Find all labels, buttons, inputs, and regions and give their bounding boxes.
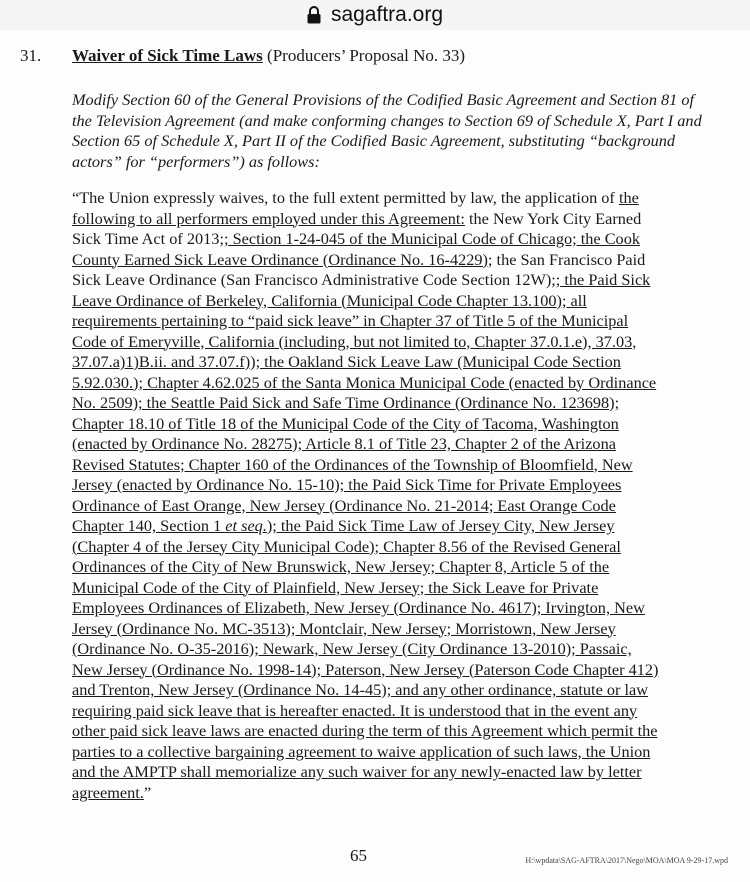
text-line: Ordinance of East Orange, New Jersey (Ordinance No. 21-2014; East Orange Code	[72, 495, 616, 515]
text-line: and Trenton, New Jersey (Ordinance No. 14-45); and any other ordinance, statute or law	[72, 680, 649, 699]
section-title: Waiver of Sick Time Laws	[72, 46, 263, 65]
text-line: Chapter 18.10 of Title 18 of the Municipal Code of the City of Tacoma, Washington	[72, 413, 619, 433]
proposed-text	[72, 188, 712, 803]
text-line: Jersey (Ordinance No. MC-3513); Montclair, New Jersey; Morristown, New Jersey	[72, 618, 616, 638]
section-subtitle: (Producers’ Proposal No. 33)	[262, 46, 466, 65]
page-number: 65	[350, 846, 367, 865]
document-page	[0, 30, 750, 882]
text-line: agreement.”	[72, 782, 152, 802]
text-line: parties to a collective bargaining agreement to waive application of such laws, the Union	[72, 741, 651, 761]
text-line: (Chapter 4 of the Jersey City Municipal Code); Chapter 8.56 of the Revised General	[72, 536, 621, 556]
browser-url-bar[interactable]	[0, 0, 750, 30]
text-line: requiring paid sick leave that is hereafter enacted. It is understood that in the event any	[72, 700, 638, 720]
text-line: No. 2509); the Seattle Paid Sick and Safe Time Ordinance (Ordinance No. 123698);	[72, 393, 620, 412]
section-heading	[72, 46, 465, 66]
url-text: sagaftra.org	[330, 3, 444, 26]
text-line: Jersey (enacted by Ordinance No. 15-10); the Paid Sick Time for Private Employees	[72, 475, 622, 494]
text-line: following to all performers employed under this Agreement: the New York City Earned	[72, 208, 642, 228]
text-line: requirements pertaining to “paid sick leave” in Chapter 37 of Title 5 of the Municipal	[72, 311, 629, 330]
lock-icon	[307, 6, 321, 24]
text-line: (Ordinance No. O-35-2016); Newark, New Jersey (City Ordinance 13-2010); Passaic,	[72, 639, 632, 658]
text-line: Revised Statutes; Chapter 160 of the Ordinances of the Township of Bloomfield, New	[72, 454, 633, 474]
text-line: 37.07.a)1)B.ii. and 37.07.f)); the Oakland Sick Leave Law (Municipal Code Section	[72, 352, 621, 371]
text-line: Chapter 140, Section 1 et seq.); the Paid Sick Time Law of Jersey City, New Jersey	[72, 516, 615, 535]
text-line: Sick Leave Ordinance (San Francisco Administrative Code Section 12W);; the Paid Sick	[72, 270, 651, 289]
text-line: New Jersey (Ordinance No. 1998-14); Paterson, New Jersey (Paterson Code Chapter 412)	[72, 659, 659, 679]
amendment-instruction: Modify Section 60 of the General Provisions of the Codified Basic Agreement and Section 81 of the Television Agreement (and make conforming changes to Section 69 of Schedule X, Part I and Section 65 of Schedule X, Part II of the Codified Basic Agreement, substituting “background actors” for “performers”) as follows:	[72, 90, 702, 171]
text-line: (enacted by Ordinance No. 28275); Article 8.1 of Title 23, Chapter 2 of the Arizona	[72, 434, 616, 453]
text-line: Municipal Code of the City of Plainfield, New Jersey; the Sick Leave for Private	[72, 577, 599, 597]
text-line: and the AMPTP shall memorialize any such waiver for any newly-enacted law by letter	[72, 762, 642, 781]
text-line: “The Union expressly waives, to the full extent permitted by law, the application of the	[72, 188, 639, 207]
text-line: County Earned Sick Leave Ordinance (Ordinance No. 16-4229); the San Francisco Paid	[72, 249, 646, 269]
text-line: 5.92.030.); Chapter 4.62.025 of the Santa Monica Municipal Code (enacted by Ordinance	[72, 372, 657, 392]
text-line: Sick Time Act of 2013;; Section 1-24-045 of the Municipal Code of Chicago; the Cook	[72, 229, 640, 248]
section-number: 31.	[20, 46, 42, 65]
text-line: Employees Ordinances of Elizabeth, New Jersey (Ordinance No. 4617); Irvington, New	[72, 598, 645, 617]
text-line: Ordinances of the City of New Brunswick, New Jersey; Chapter 8, Article 5 of the	[72, 557, 610, 576]
file-path-footer: H:\wpdata\SAG-AFTRA\2017\Nego\MOA\MOA 9-29-17.wpd	[525, 856, 728, 865]
text-line: other paid sick leave laws are enacted during the term of this Agreement which permit the	[72, 721, 658, 740]
text-line: Code of Emeryville, California (including, but not limited to, Chapter 37.0.1.e), 37.03,	[72, 331, 637, 351]
text-line: Leave Ordinance of Berkeley, California (Municipal Code Chapter 13.100); all	[72, 290, 587, 310]
